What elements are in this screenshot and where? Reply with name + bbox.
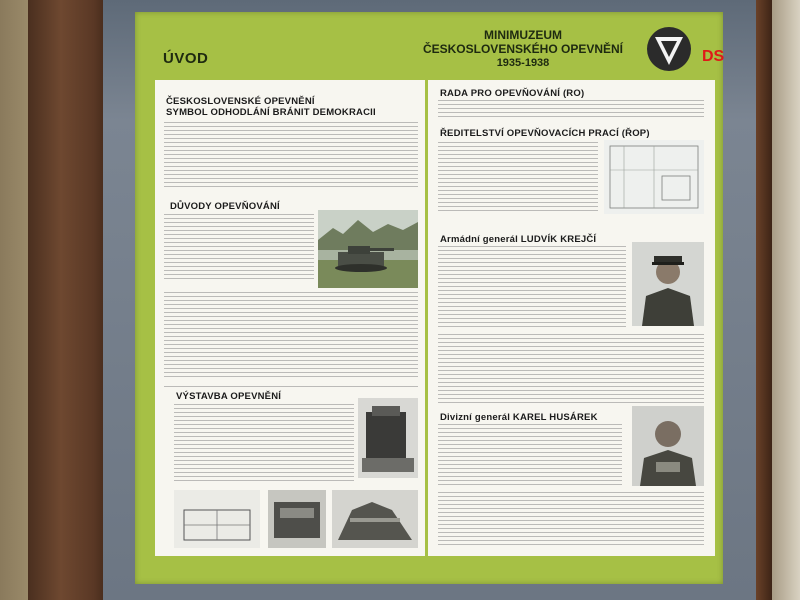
right-heading-2: ŘEDITELSTVÍ OPEVŇOVACÍCH PRACÍ (ŘOP) (440, 128, 650, 139)
left-heading-1-line-2: SYMBOL ODHODLÁNÍ BRÁNIT DEMOKRACII (166, 107, 376, 118)
section-label: ÚVOD (163, 50, 209, 67)
left-heading-1-line-1: ČESKOSLOVENSKÉ OPEVNĚNÍ (166, 96, 315, 107)
right-text-block-3 (438, 246, 626, 328)
left-text-block-2b (164, 292, 418, 378)
right-heading-3: Armádní generál LUDVÍK KREJČÍ (440, 234, 597, 245)
right-text-block-3b (438, 334, 704, 406)
right-heading-4: Divizní generál KAREL HUSÁREK (440, 412, 598, 423)
right-text-block-4 (438, 424, 622, 486)
left-text-block-1 (164, 122, 418, 188)
right-heading-1: RADA PRO OPEVŇOVÁNÍ (RO) (440, 88, 585, 99)
title-line-3: 1935-1938 (496, 57, 550, 69)
construction-photo-2 (174, 490, 260, 548)
left-text-block-2c (164, 386, 418, 388)
construction-photo-3 (268, 490, 326, 548)
left-text-block-3 (174, 404, 354, 484)
museum-logo (645, 25, 693, 73)
right-text-block-2 (438, 142, 598, 212)
left-heading-3: VÝSTAVBA OPEVNĚNÍ (176, 391, 282, 402)
krejci-portrait (632, 242, 704, 326)
board-title (418, 28, 628, 70)
right-text-block-1 (438, 100, 704, 120)
blueprint-image (604, 140, 704, 214)
husarek-portrait (632, 406, 704, 486)
right-text-block-4b (438, 492, 704, 548)
title-line-1: MINIMUZEUM (484, 28, 562, 42)
title-line-2: ČESKOSLOVENSKÉHO OPEVNĚNÍ (422, 42, 624, 56)
left-heading-1 (166, 96, 416, 118)
corner-mark: DS (702, 48, 725, 65)
construction-photo-4 (332, 490, 418, 548)
construction-photo-1 (358, 398, 418, 478)
left-heading-2: DŮVODY OPEVŇOVÁNÍ (170, 201, 280, 212)
left-text-block-2a (164, 214, 314, 280)
tank-photo (318, 210, 418, 288)
wooden-post-left (28, 0, 110, 600)
